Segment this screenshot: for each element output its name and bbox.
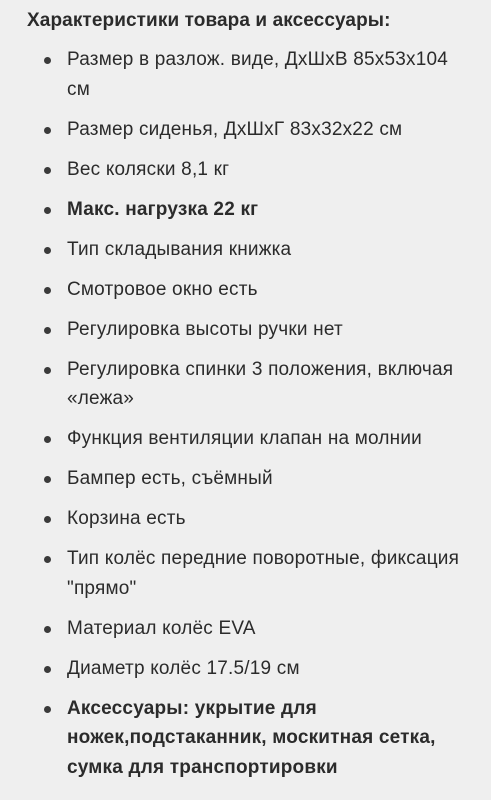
spec-text: Тип колёс передние поворотные, фиксация "прямо"	[67, 548, 460, 599]
bullet-icon	[44, 706, 51, 713]
section-heading: Характеристики товара и аксессуары:	[27, 10, 391, 31]
spec-text: Смотровое окно есть	[67, 278, 258, 300]
spec-item	[27, 195, 473, 225]
spec-item	[27, 45, 473, 104]
spec-item	[27, 504, 473, 534]
spec-text: Диаметр колёс 17.5/19 см	[67, 657, 300, 679]
bullet-icon	[44, 436, 51, 443]
bullet-icon	[44, 367, 51, 374]
bullet-icon	[44, 247, 51, 254]
bullet-icon	[44, 207, 51, 214]
bullet-icon	[44, 57, 51, 64]
spec-text: Регулировка спинки 3 положения, включая «лежа»	[67, 358, 454, 409]
spec-item	[27, 355, 473, 414]
spec-item	[27, 115, 473, 145]
bullet-icon	[44, 287, 51, 294]
bullet-icon	[44, 626, 51, 633]
spec-text: Регулировка высоты ручки нет	[67, 318, 343, 340]
bullet-icon	[44, 516, 51, 523]
bullet-icon	[44, 327, 51, 334]
spec-item	[27, 155, 473, 185]
bullet-icon	[44, 167, 51, 174]
spec-item	[27, 694, 473, 783]
spec-text: Бампер есть, съёмный	[67, 468, 273, 489]
spec-item	[27, 654, 473, 684]
spec-text: Материал колёс EVA	[67, 617, 256, 639]
spec-item	[27, 275, 473, 305]
spec-item	[27, 614, 473, 644]
spec-list	[27, 45, 473, 782]
bullet-icon	[44, 666, 51, 673]
spec-text: Макс. нагрузка 22 кг	[67, 198, 259, 220]
spec-text: Корзина есть	[67, 508, 186, 529]
spec-item	[27, 424, 473, 454]
spec-item	[27, 235, 473, 265]
spec-text: Аксессуары: укрытие для ножек,подстаканник, москитная сетка, сумка для транспортировки	[67, 697, 436, 778]
bullet-icon	[44, 476, 51, 483]
spec-text: Размер сиденья, ДхШхГ 83х32х22 см	[67, 118, 403, 140]
spec-text: Вес коляски 8,1 кг	[67, 158, 230, 180]
bullet-icon	[44, 556, 51, 563]
bullet-icon	[44, 127, 51, 134]
spec-text: Тип складывания книжка	[67, 238, 292, 260]
spec-text: Размер в разлож. виде, ДхШхВ 85х53х104 см	[67, 49, 449, 100]
spec-item	[27, 544, 473, 603]
spec-text: Функция вентиляции клапан на молнии	[67, 428, 422, 449]
spec-item	[27, 464, 473, 494]
spec-item	[27, 315, 473, 345]
